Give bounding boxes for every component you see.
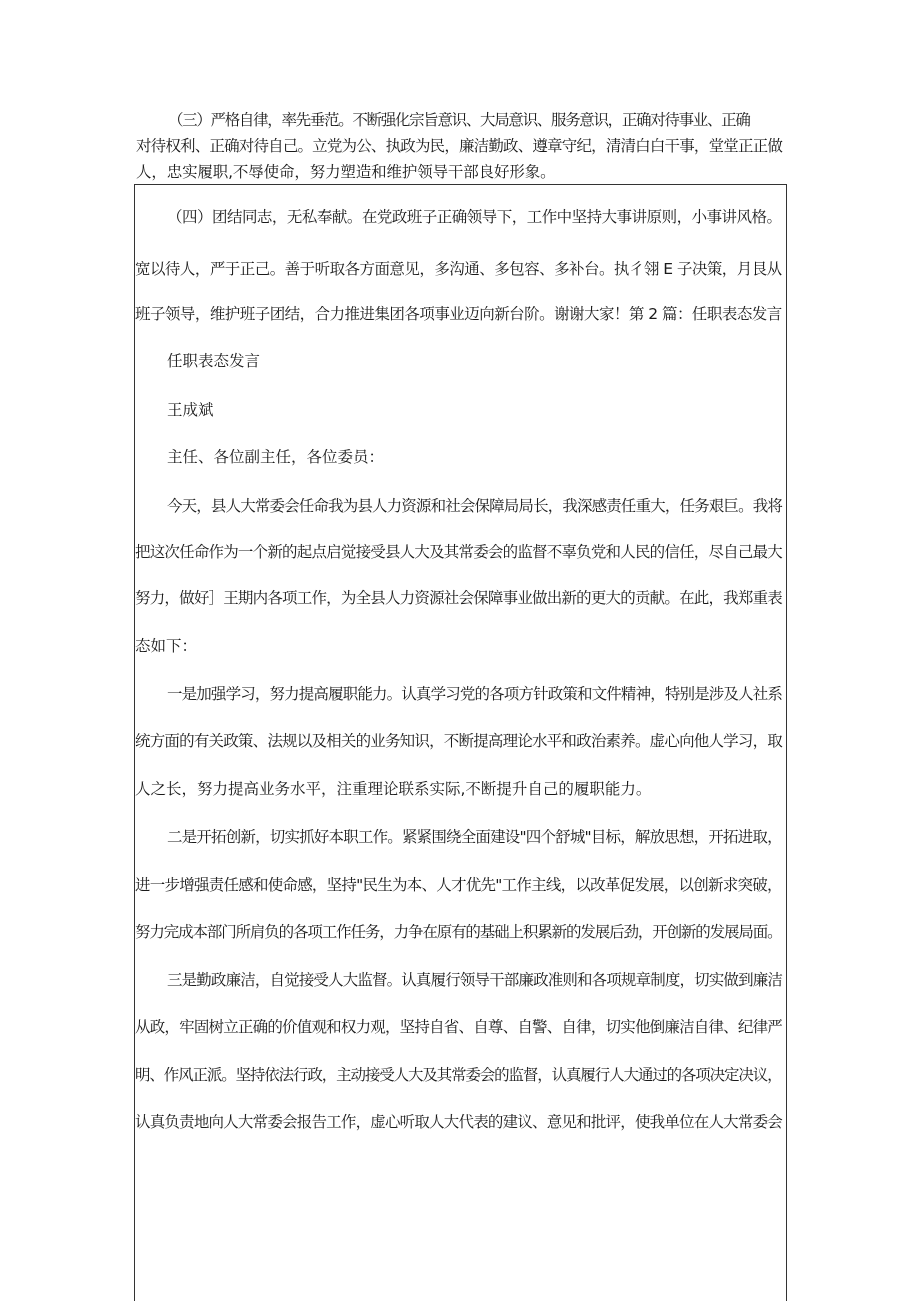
text-line: 把这次任命作为一个新的起点启觉接受县人大及其常委会的监督不辜负党和人民的信任，尽自己最大 [135,543,783,561]
section-heading: 任职表态发言 [167,352,261,370]
text-line: 统方面的有关政策、法规以及相关的业务知识，不断提高理论水平和政治素养。虚心向他人学习，取 [135,732,783,750]
text-line: （四）团结同志，无私奉献。在党政班子正确领导下，工作中坚持大事讲原则，小事讲风格。 [167,208,782,226]
text-line: 努力，做好］王期内各项工作，为全县人力资源社会保障事业做出新的更大的贡献。在此，我郑重表 [135,589,783,607]
text-line: 三是勤政廉洁，自觉接受人大监督。认真履行领导干部廉政准则和各项规章制度，切实做到廉洁 [167,971,783,989]
bordered-text-box [134,184,787,1301]
text-line: 努力完成本部门所肩负的各项工作任务，力争在原有的基础上积累新的发展后劲，开创新的发展局面。 [135,923,782,941]
paragraph-strict-discipline [136,107,786,185]
text-line: 认真负责地向人大常委会报告工作，虚心听取人大代表的建议、意见和批评，使我单位在人大常委会 [135,1113,783,1131]
text-line: 人，忠实履职,不辱使命，努力塑造和维护领导干部良好形象。 [136,163,556,181]
text-line: 今天，县人大常委会任命我为县人力资源和社会保障局局长，我深感责任重大，任务艰巨。我将 [167,497,783,515]
text-line: 进一步增强责任感和使命感，坚持"民生为本、人才优先"工作主线，以改革促发展，以创新求突破， [135,876,782,894]
text-line: 对待权利、正确对待自己。立党为公、执政为民，廉洁勤政、遵章守纪，清清白白干事，堂堂正正做 [136,137,783,155]
text-line: 一是加强学习，努力提高履职能力。认真学习党的各项方针政策和文件精神，特别是涉及人社系 [167,685,783,703]
text-line: 人之长，努力提高业务水平，注重理论联系实际,不断提升自己的履职能力。 [135,780,652,798]
text-line: 宽以待人，严于正己。善于听取各方面意见，多沟通、多包容、多补台。执彳翎 E 子决策，月艮从 [135,260,782,278]
text-line: 班子领导，维护班子团结，合力推进集团各项事业迈向新台阶。谢谢大家！第 2 篇：任职表态发言 [135,305,782,323]
text-line: 明、作风正派。坚持依法行政，主动接受人大及其常委会的监督，认真履行人大通过的各项决定决议， [135,1066,782,1084]
salutation: 主任、各位副主任，各位委员： [167,448,385,466]
text-line: 从政，牢固树立正确的价值观和权力观，坚持自省、自尊、自警、自律，切实他倒廉洁自律、纪律严 [135,1018,783,1036]
author-name: 王成斌 [167,401,214,419]
text-line: 态如下： [135,637,198,655]
text-line: 二是开拓创新，切实抓好本职工作。紧紧围绕全面建设"四个舒城"目标，解放思想，开拓进取， [167,828,782,846]
text-line: （三）严格自律，率先垂范。不断强化宗旨意识、大局意识、服务意识，正确对待事业、正确 [168,111,750,129]
